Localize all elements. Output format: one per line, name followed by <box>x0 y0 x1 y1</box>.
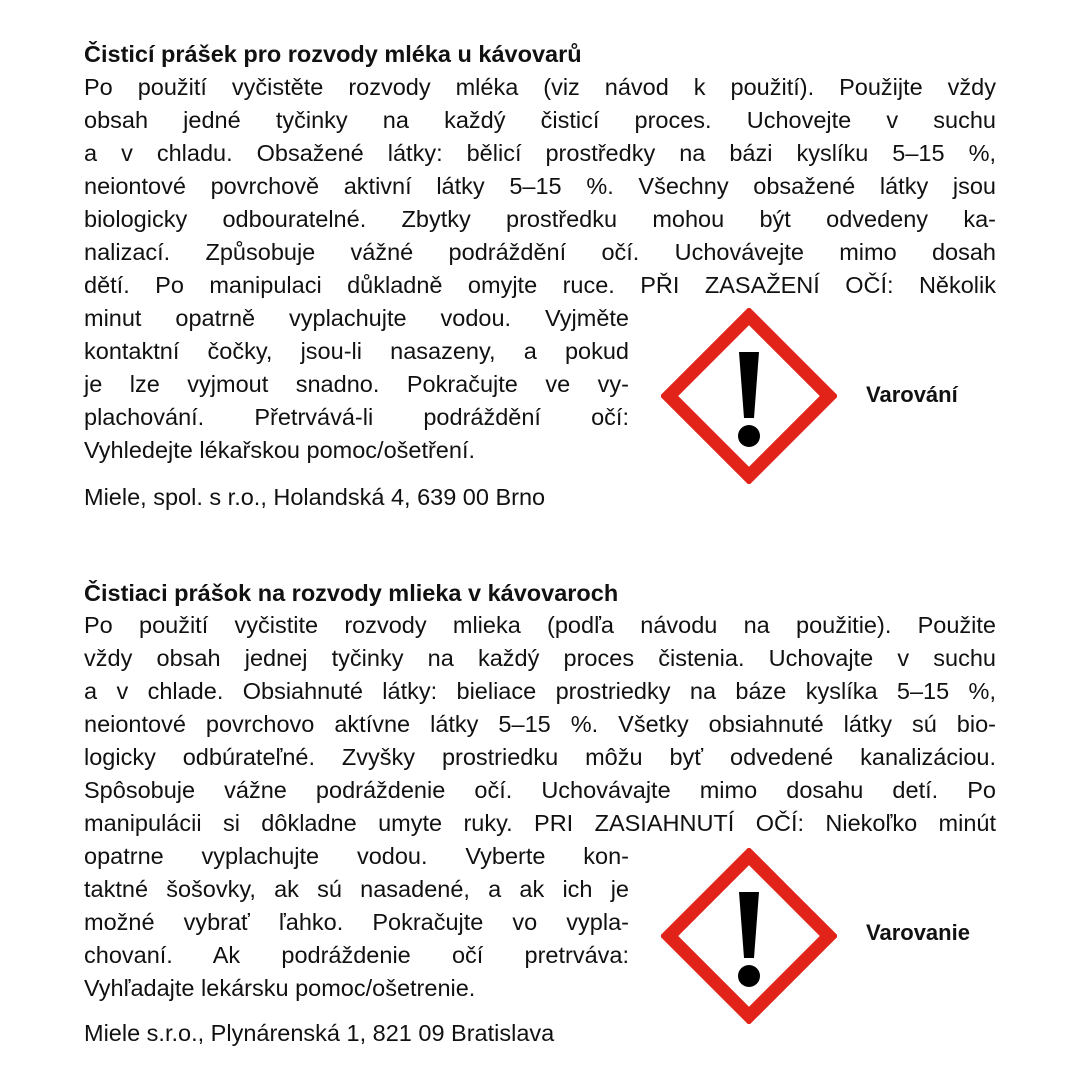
body-line: a v chladu. Obsažené látky: bělicí prostředky na bázi kyslíku 5–15 %, <box>84 140 996 166</box>
body-line: plachování. Přetrvává-li podráždění očí: <box>84 404 629 430</box>
body-line: manipulácii si dôkladne umyte ruky. PRI ZASIAHNUTÍ OČÍ: Niekoľko minút <box>84 810 996 836</box>
body-line: možné vybrať ľahko. Pokračujte vo vypla- <box>84 909 629 935</box>
body-line: nalizací. Způsobuje vážné podráždění očí. Uchovávejte mimo dosah <box>84 239 996 265</box>
signal-word-cs: Varování <box>866 382 958 407</box>
body-line: Vyhledejte lékařskou pomoc/ošetření. <box>84 437 476 463</box>
section-title-sk: Čistiaci prášok na rozvody mlieka v kávovaroch <box>84 580 619 606</box>
body-line: neiontové povrchově aktivní látky 5–15 %. Všechny obsažené látky jsou <box>84 173 996 199</box>
body-line: vždy obsah jednej tyčinky na každý proces čistenia. Uchovajte v suchu <box>84 645 996 671</box>
body-line: Vyhľadajte lekársku pomoc/ošetrenie. <box>84 975 476 1001</box>
body-line: minut opatrně vyplachujte vodou. Vyjměte <box>84 305 629 331</box>
body-line: kontaktní čočky, jsou-li nasazeny, a pokud <box>84 338 629 364</box>
body-line: opatrne vyplachujte vodou. Vyberte kon- <box>84 843 629 869</box>
company-address-cs: Miele, spol. s r.o., Holandská 4, 639 00 Brno <box>84 484 546 510</box>
body-line: taktné šošovky, ak sú nasadené, a ak ich je <box>84 876 629 902</box>
body-line: dětí. Po manipulaci důkladně omyjte ruce. PŘI ZASAŽENÍ OČÍ: Několik <box>84 272 996 298</box>
body-line: Po použití vyčistite rozvody mlieka (podľa návodu na použitie). Použite <box>84 612 996 638</box>
body-line: Spôsobuje vážne podráždenie očí. Uchovávajte mimo dosahu detí. Po <box>84 777 996 803</box>
body-line: a v chlade. Obsiahnuté látky: bieliace prostriedky na báze kyslíka 5–15 %, <box>84 678 996 704</box>
section-title-cs: Čisticí prášek pro rozvody mléka u kávovarů <box>84 41 582 67</box>
signal-word-sk: Varovanie <box>866 920 970 945</box>
body-line: neiontové povrchovo aktívne látky 5–15 %. Všetky obsiahnuté látky sú bio- <box>84 711 996 737</box>
body-line: Po použití vyčistěte rozvody mléka (viz návod k použití). Použijte vždy <box>84 74 996 100</box>
body-line: chovaní. Ak podráždenie očí pretrváva: <box>84 942 629 968</box>
company-address-sk: Miele s.r.o., Plynárenská 1, 821 09 Bratislava <box>84 1020 555 1046</box>
ghs-exclamation-mark-icon <box>661 308 837 484</box>
body-line: je lze vyjmout snadno. Pokračujte ve vy- <box>84 371 629 397</box>
body-line: logicky odbúrateľné. Zvyšky prostriedku môžu byť odvedené kanalizáciou. <box>84 744 996 770</box>
body-line: biologicky odbouratelné. Zbytky prostředku mohou být odvedeny ka- <box>84 206 996 232</box>
body-line: obsah jedné tyčinky na každý čisticí proces. Uchovejte v suchu <box>84 107 996 133</box>
ghs-exclamation-mark-icon <box>661 848 837 1024</box>
